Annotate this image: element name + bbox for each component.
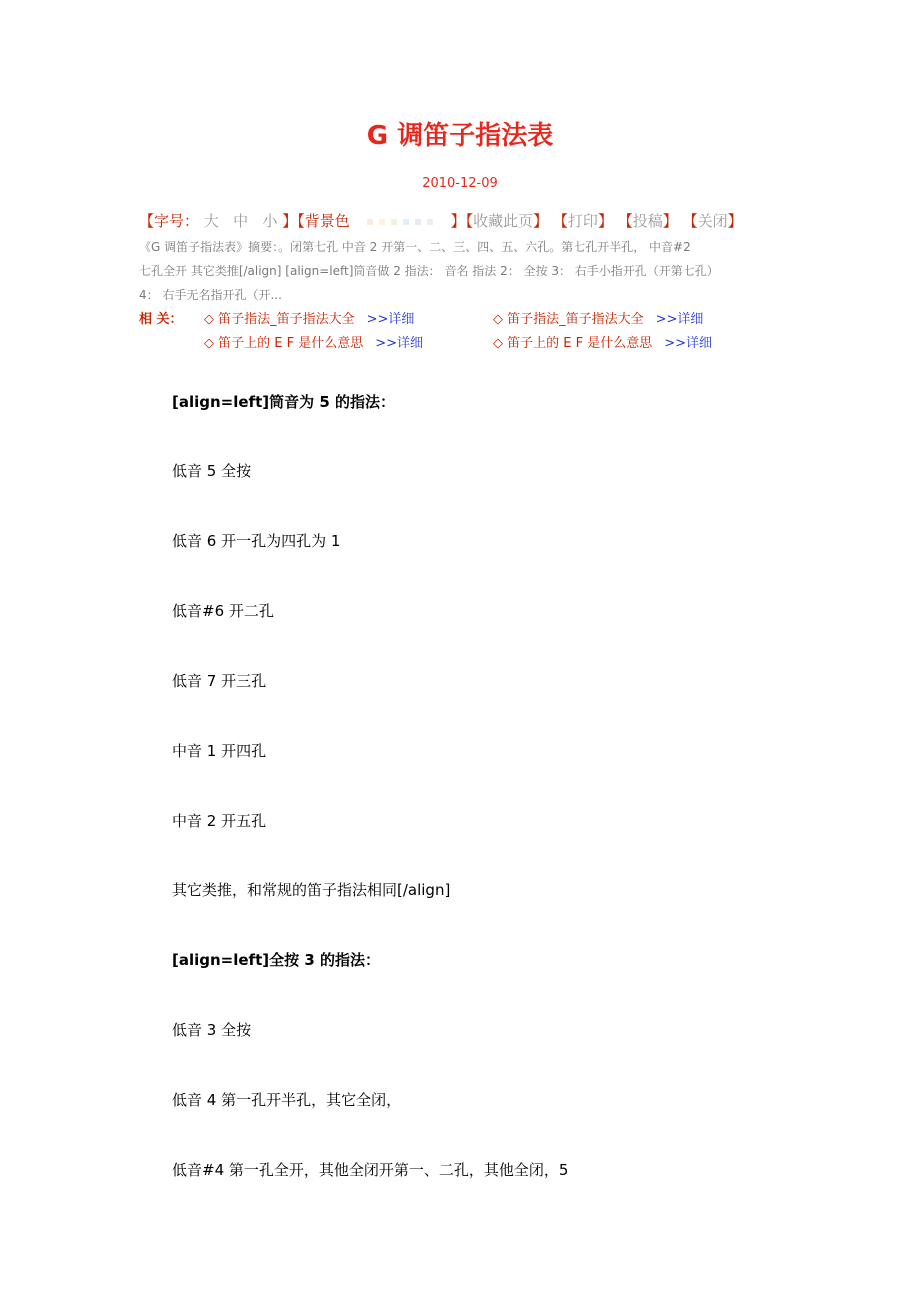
related-link-2-title[interactable]: ◇ 笛子指法_笛子指法大全 (493, 312, 644, 327)
paragraph: 低音#6 开二孔 (172, 602, 274, 620)
bookmark-link[interactable]: 收藏此页 (473, 212, 534, 230)
print-link[interactable]: 打印 (567, 212, 598, 230)
article-toolbar: 【字号： 大 中 小 】【背景色 】【收藏此页】 【打印】 【投稿】 【关闭】 (139, 209, 743, 234)
related-link-4[interactable] (493, 332, 712, 356)
abstract-line-2: 七孔全开 其它类推[/align] [align=left]筒音做 2 指法： 音名 指法 2： 全按 3： 右手小指开孔（开第七孔） (139, 264, 719, 278)
font-size-small-link[interactable]: 小 (262, 212, 278, 230)
bg-swatch-3[interactable] (391, 219, 397, 225)
abstract-line-3: 4： 右手无名指开孔（开... (139, 288, 282, 302)
paragraph-heading-2: [align=left]全按 3 的指法： (172, 951, 380, 969)
bg-swatch-6[interactable] (427, 219, 433, 225)
related-link-3-more[interactable]: >>详细 (375, 336, 424, 351)
submit-link[interactable]: 投稿 (632, 212, 663, 230)
related-link-2[interactable] (493, 308, 703, 332)
article-abstract (139, 235, 819, 307)
font-size-medium-link[interactable]: 中 (233, 212, 249, 230)
related-link-3-title[interactable]: ◇ 笛子上的 E F 是什么意思 (204, 336, 364, 351)
paragraph: 其它类推，和常规的笛子指法相同[/align] (172, 881, 451, 899)
related-link-4-more[interactable]: >>详细 (664, 336, 713, 351)
bg-swatch-2[interactable] (379, 219, 385, 225)
paragraph: 低音#4 第一孔全开，其他全闭开第一、二孔，其他全闭，5 (172, 1161, 569, 1179)
font-size-label: 【字号： (139, 212, 200, 230)
paragraph: 低音 6 开一孔为四孔为 1 (172, 532, 341, 550)
paragraph: 中音 2 开五孔 (172, 812, 267, 830)
paragraph: 低音 5 全按 (172, 462, 252, 480)
related-label: 相 关： (139, 312, 183, 327)
bg-swatch-1[interactable] (367, 219, 373, 225)
paragraph: 低音 4 第一孔开半孔，其它全闭， (172, 1091, 402, 1109)
abstract-line-1: 《G 调笛子指法表》摘要：。闭第七孔 中音 2 开第一、二、三、四、五、六孔。第七孔开半孔， 中音#2 (139, 240, 691, 254)
page-title: G 调笛子指法表 (366, 121, 554, 151)
paragraph: 低音 3 全按 (172, 1021, 252, 1039)
background-color-label-close: 】 (450, 212, 466, 230)
related-link-2-more[interactable]: >>详细 (655, 312, 704, 327)
paragraph: 低音 7 开三孔 (172, 672, 267, 690)
publish-date: 2010-12-09 (422, 176, 498, 191)
paragraph: 中音 1 开四孔 (172, 742, 267, 760)
related-link-1[interactable] (204, 308, 414, 332)
bg-swatch-5[interactable] (415, 219, 421, 225)
close-link[interactable]: 关闭 (697, 212, 728, 230)
font-size-label-close: 】 (282, 212, 298, 230)
related-link-1-more[interactable]: >>详细 (366, 312, 415, 327)
background-color-label: 【背景色 (297, 212, 350, 230)
background-color-swatches (367, 210, 439, 234)
bg-swatch-4[interactable] (403, 219, 409, 225)
related-link-1-title[interactable]: ◇ 笛子指法_笛子指法大全 (204, 312, 355, 327)
paragraph-heading-1: [align=left]筒音为 5 的指法： (172, 393, 395, 411)
font-size-large-link[interactable]: 大 (203, 212, 219, 230)
related-link-3[interactable] (204, 332, 423, 356)
related-link-4-title[interactable]: ◇ 笛子上的 E F 是什么意思 (493, 336, 653, 351)
